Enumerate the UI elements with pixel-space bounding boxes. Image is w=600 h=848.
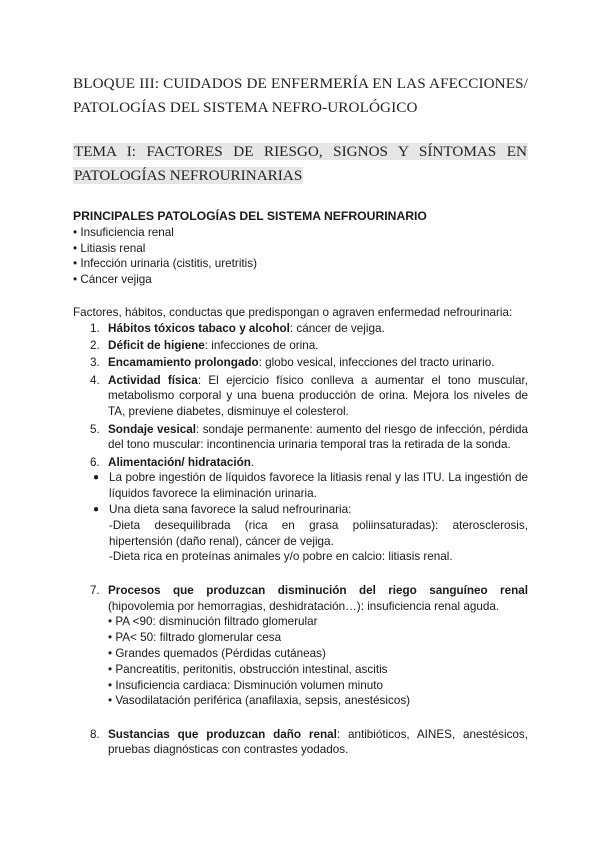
item-text: : antibióticos, AINES, anestésicos, pruebas diagnósticas con contrastes yodados. xyxy=(108,727,529,757)
item-heading: Alimentación/ hidratación xyxy=(108,455,251,469)
alimentacion-bullets xyxy=(73,470,528,565)
patologias-section xyxy=(73,209,528,288)
patologias-list xyxy=(73,225,528,288)
list-item: • Cáncer vejiga xyxy=(73,273,152,287)
bullet-text: Una dieta sana favorece la salud nefrourinaria: xyxy=(109,503,352,517)
patologias-title: PRINCIPALES PATOLOGÍAS DEL SISTEMA NEFROURINARIO xyxy=(73,209,427,223)
bullet-dot: ● xyxy=(93,472,100,484)
list-item xyxy=(73,455,528,566)
list-item: • PA <90: disminución filtrado glomerular xyxy=(108,615,318,629)
list-item: • Insuficiencia cardiaca: Disminución volumen minuto xyxy=(108,678,383,692)
list-item: • Pancreatitis, peritonitis, obstrucción intestinal, ascitis xyxy=(108,662,388,676)
factores-intro: Factores, hábitos, conductas que predispongan o agraven enfermedad nefrourinaria: xyxy=(73,306,513,319)
list-item xyxy=(73,355,528,371)
list-item: -Dieta rica en proteínas animales y/o pobre en calcio: litiasis renal. xyxy=(109,550,453,564)
item-number: 5. xyxy=(90,422,100,436)
item-text: : globo vesical, infecciones del tracto urinario. xyxy=(258,356,495,370)
list-item xyxy=(73,727,528,759)
item-number: 6. xyxy=(90,455,100,469)
list-item: • Insuficiencia renal xyxy=(73,225,174,239)
item-number: 2. xyxy=(90,339,100,353)
list-item xyxy=(73,502,528,565)
list-item xyxy=(73,373,528,420)
item-heading: Sustancias que produzcan daño renal xyxy=(108,727,337,741)
bullet-dot: ● xyxy=(93,504,100,516)
list-item xyxy=(73,338,528,354)
item-heading: Hábitos tóxicos tabaco y alcohol xyxy=(108,321,290,335)
item-number: 3. xyxy=(90,356,100,370)
list-item: • Infección urinaria (cistitis, uretritis) xyxy=(73,257,257,271)
list-item: • Vasodilatación periférica (anafilaxia, sepsis, anestésicos) xyxy=(108,694,411,708)
list-item xyxy=(73,583,528,709)
list-item xyxy=(73,470,528,502)
factores-section xyxy=(73,305,528,760)
factores-list-final xyxy=(73,727,528,759)
list-item xyxy=(73,422,528,454)
list-item: • PA< 50: filtrado glomerular cesa xyxy=(108,631,282,645)
dieta-lines xyxy=(109,518,528,565)
factores-list-continued xyxy=(73,583,528,709)
item-heading: Sondaje vesical xyxy=(108,422,196,436)
bullet-text: La pobre ingestión de líquidos favorece la litiasis renal y las ITU. La ingestión de líquidos favorece la eliminación urinaria. xyxy=(109,471,528,501)
bloque-heading: BLOQUE III: CUIDADOS DE ENFERMERÍA EN LAS AFECCIONES/ PATOLOGÍAS DEL SISTEMA NEFRO-UROLÓGICO xyxy=(73,75,528,116)
list-item: • Litiasis renal xyxy=(73,241,146,255)
list-item: • Grandes quemados (Pérdidas cutáneas) xyxy=(108,646,326,660)
item7-bullets xyxy=(108,614,528,709)
tema-heading-text: TEMA I: FACTORES DE RIESGO, SIGNOS Y SÍNTOMAS EN PATOLOGÍAS NEFROURINARIAS xyxy=(74,143,527,184)
item-heading: Encamamiento prolongado xyxy=(108,356,259,370)
list-item xyxy=(73,321,528,337)
item-heading: Procesos que produzcan disminución del riego sanguíneo renal xyxy=(108,583,528,597)
item-text: : cáncer de vejiga. xyxy=(289,321,385,335)
item-heading: Actividad física xyxy=(108,373,198,387)
item-text: : El ejercicio físico conlleva a aumentar el tono muscular, metabolismo corporal y una buena producción de orina. Mejora los niveles de TA, previene diabetes, disminuye el colesterol. xyxy=(108,373,528,419)
item-text: : infecciones de orina. xyxy=(204,339,319,353)
item-number: 4. xyxy=(90,373,100,387)
item-text: . xyxy=(250,455,255,469)
spacer xyxy=(73,711,528,727)
item-number: 7. xyxy=(90,583,100,597)
list-item: -Dieta desequilibrada (rica en grasa poliinsaturadas): aterosclerosis, hipertensión (daño renal), cáncer de vejiga. xyxy=(109,518,528,548)
tema-heading xyxy=(73,140,528,188)
item-text: : sondaje permanente: aumento del riesgo de infección, pérdida del tono muscular: incontinencia urinaria temporal tras la retirada de la sonda. xyxy=(108,422,528,452)
factores-list xyxy=(73,321,528,565)
item-number: 8. xyxy=(90,727,100,741)
spacer xyxy=(73,567,528,583)
item-number: 1. xyxy=(90,321,100,335)
item-heading: Déficit de higiene xyxy=(108,339,205,353)
item-text: (hipovolemia por hemorragias, deshidratación…): insuficiencia renal aguda. xyxy=(108,599,500,613)
